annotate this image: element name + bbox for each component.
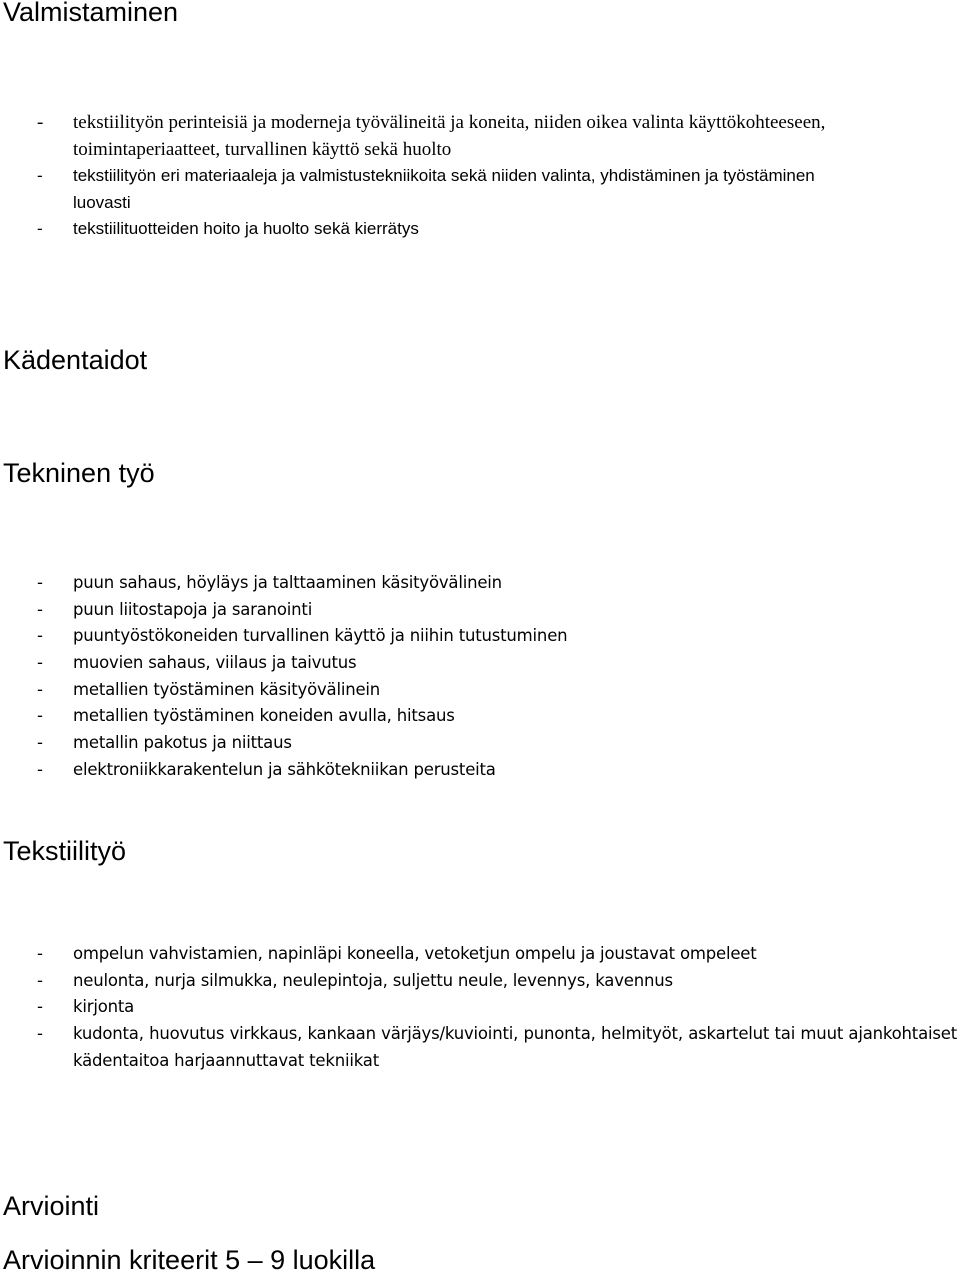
heading-kadentaidot: Kädentaidot — [3, 345, 148, 375]
bullet-dash: - — [37, 653, 43, 672]
bullet-dash: - — [37, 760, 43, 779]
bullet-dash: - — [37, 997, 43, 1016]
list-item-text: puun sahaus, höyläys ja talttaaminen käsityövälinein — [73, 573, 502, 592]
bullet-dash: - — [37, 112, 44, 133]
list-item-text: tekstiilituotteiden hoito ja huolto sekä kierrätys — [73, 219, 419, 238]
bullet-dash: - — [37, 1024, 43, 1043]
list-item-text: metallin pakotus ja niittaus — [73, 733, 292, 752]
bullet-dash: - — [37, 600, 43, 619]
list-item-text: kudonta, huovutus virkkaus, kankaan värjäys/kuviointi, punonta, helmityöt, askartelut tai muut ajankohtaiset kädentaitoa harjaannuttavat tekniikat — [73, 1024, 957, 1070]
list-item-text: ompelun vahvistamien, napinläpi koneella, vetoketjun ompelu ja joustavat ompeleet — [73, 944, 757, 963]
bullet-dash: - — [37, 706, 43, 725]
bullet-dash: - — [37, 971, 43, 990]
list-item-text: puuntyöstökoneiden turvallinen käyttö ja niihin tutustuminen — [73, 626, 568, 645]
bullet-dash: - — [37, 219, 43, 238]
bullet-dash: - — [37, 626, 43, 645]
list-item-text: tekstiilityön perinteisiä ja moderneja työvälineitä ja koneita, niiden oikea valinta käyttökohteeseen, toimintaperiaatteet, turvallinen käyttö sekä huolto — [73, 112, 826, 160]
list-item-text: neulonta, nurja silmukka, neulepintoja, suljettu neule, levennys, kavennus — [73, 971, 673, 990]
heading-tekstiilityo: Tekstiilityö — [3, 836, 127, 866]
heading-arviointi: Arviointi — [3, 1191, 100, 1221]
heading-valmistaminen: Valmistaminen — [3, 0, 179, 27]
list-item-text: muovien sahaus, viilaus ja taivutus — [73, 653, 357, 672]
bullet-dash: - — [37, 166, 43, 185]
list-item-text: kirjonta — [73, 997, 135, 1016]
list-item-text: metallien työstäminen koneiden avulla, hitsaus — [73, 706, 455, 725]
list-item-text: puun liitostapoja ja saranointi — [73, 600, 313, 619]
list-item-text: metallien työstäminen käsityövälinein — [73, 680, 381, 699]
list-item-text: tekstiilityön eri materiaaleja ja valmistustekniikoita sekä niiden valinta, yhdistäminen ja työstäminen luovasti — [73, 166, 815, 212]
list-item-text: elektroniikkarakentelun ja sähkötekniikan perusteita — [73, 760, 496, 779]
subheading-arvioinnin-kriteerit: Arvioinnin kriteerit 5 – 9 luokilla — [3, 1245, 376, 1275]
heading-tekninen-tyo: Tekninen työ — [3, 458, 155, 488]
bullet-dash: - — [37, 680, 43, 699]
bullet-dash: - — [37, 733, 43, 752]
bullet-dash: - — [37, 573, 43, 592]
bullet-dash: - — [37, 944, 43, 963]
